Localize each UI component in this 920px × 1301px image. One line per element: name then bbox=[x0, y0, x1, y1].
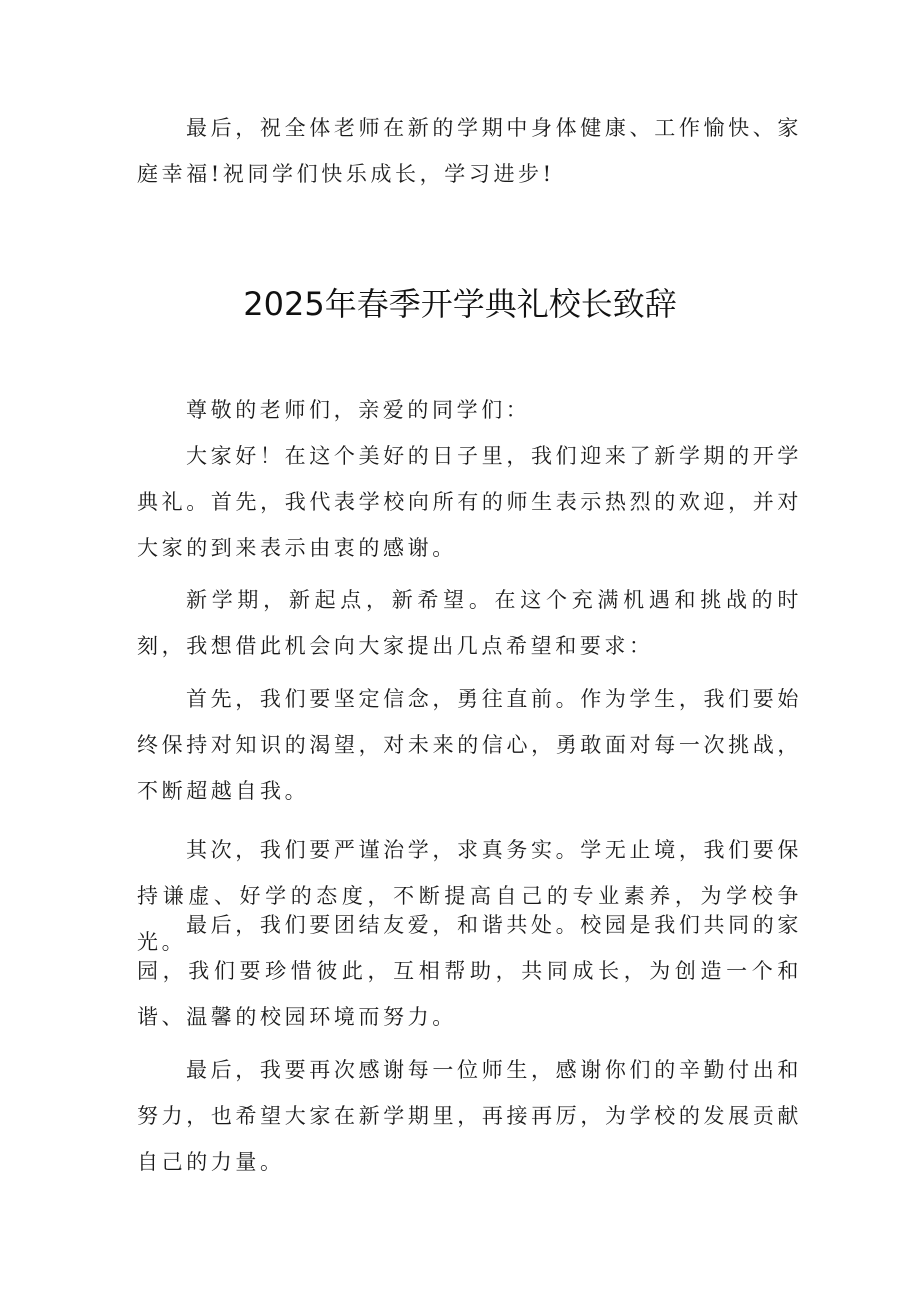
paragraph-greeting: 大家好！在这个美好的日子里，我们迎来了新学期的开学典礼。首先，我代表学校向所有的师生表示热烈的欢迎，并对大家的到来表示由衷的感谢。 bbox=[137, 444, 802, 560]
salutation: 尊敬的老师们，亲爱的同学们： bbox=[186, 398, 531, 422]
speech-title: 2025年春季开学典礼校长致辞 bbox=[243, 285, 677, 323]
paragraph-point-one: 首先，我们要坚定信念，勇往直前。作为学生，我们要始终保持对知识的渴望，对未来的信心，勇敢面对每一次挑战，不断超越自我。 bbox=[137, 687, 802, 803]
paragraph-new-semester: 新学期，新起点，新希望。在这个充满机遇和挑战的时刻，我想借此机会向大家提出几点希望和要求： bbox=[137, 588, 802, 658]
paragraph-point-two: 其次，我们要严谨治学，求真务实。学无止境，我们要保持谦虚、好学的态度，不断提高自己的专业素养，为学校争光。 bbox=[137, 838, 802, 954]
previous-closing-paragraph: 最后，祝全体老师在新的学期中身体健康、工作愉快、家庭幸福!祝同学们快乐成长，学习进步! bbox=[137, 116, 802, 186]
paragraph-point-three: 最后，我们要团结友爱，和谐共处。校园是我们共同的家园，我们要珍惜彼此，互相帮助，共同成长，为创造一个和谐、温馨的校园环境而努力。 bbox=[137, 913, 802, 1029]
paragraph-closing-thanks: 最后，我要再次感谢每一位师生，感谢你们的辛勤付出和努力，也希望大家在新学期里，再接再厉，为学校的发展贡献自己的力量。 bbox=[137, 1058, 802, 1174]
